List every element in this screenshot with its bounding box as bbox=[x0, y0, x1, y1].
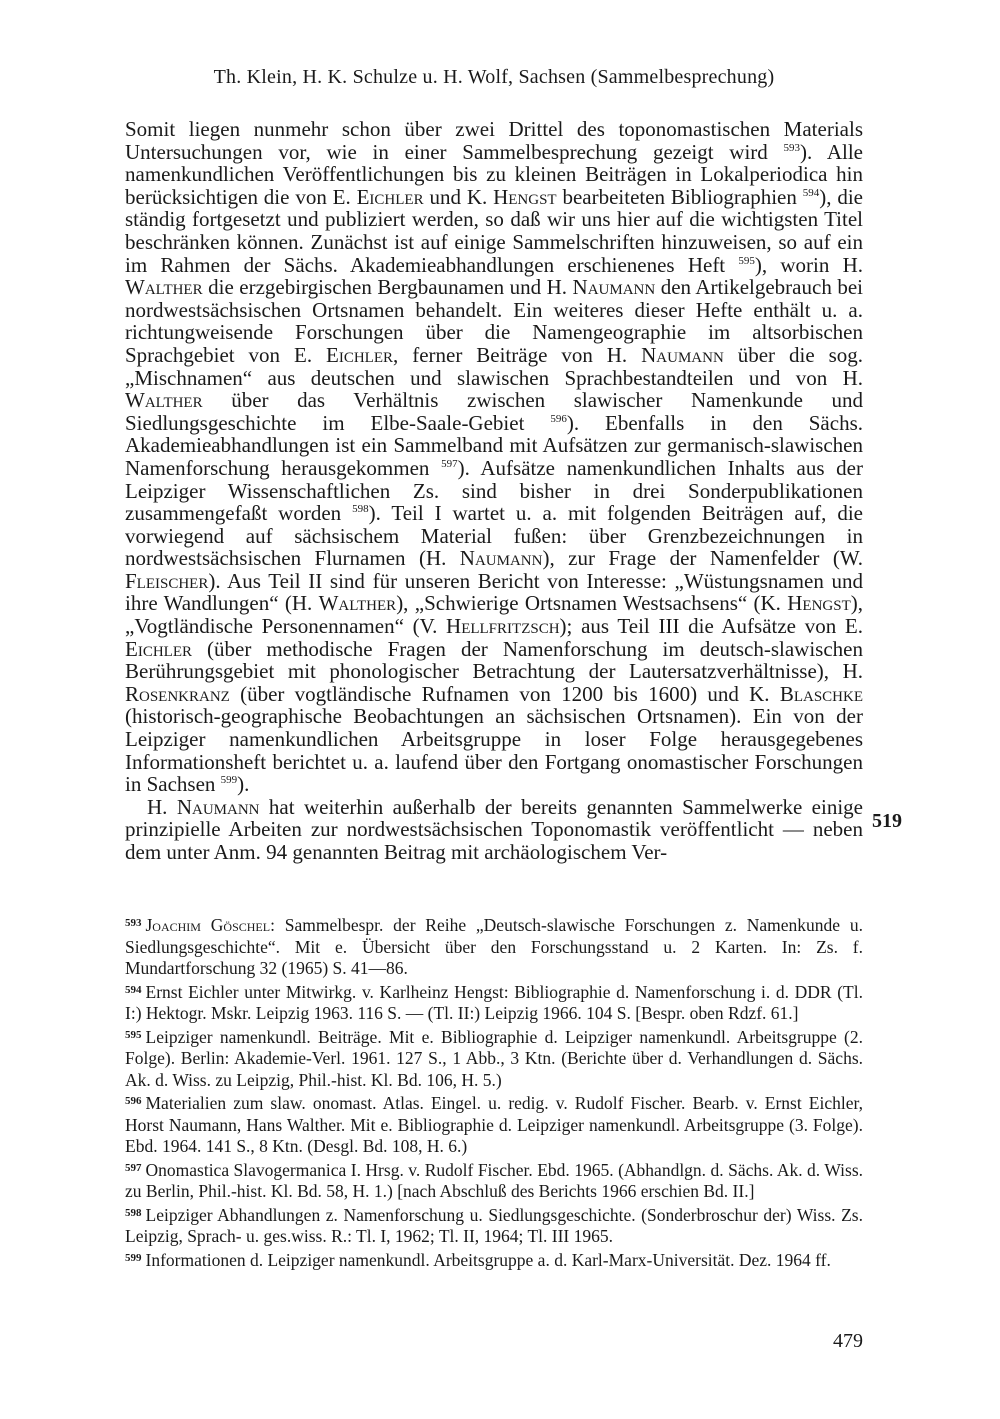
footnote-text: : Sammelbespr. der Reihe „Deutsch-slawische Forschungen z. Namenkunde u. Siedlungsgeschichte“. Mit e. Übersicht über den Forschungsstand u. 2 Karten. In: Zs. f. Mundartforschung 32 (1965) S. 41—86. bbox=[125, 915, 863, 978]
margin-number: 519 bbox=[872, 810, 902, 832]
footnote-number: 593 bbox=[125, 917, 142, 929]
text-span: ). Alle namenkundlichen Veröffentlichungen bis zu kleinen Beiträgen in Lokalperiodica hin berücksichtigen die von E. bbox=[125, 139, 863, 209]
running-head: Th. Klein, H. K. Schulze u. H. Wolf, Sachsen (Sammelbesprechung) bbox=[213, 66, 775, 88]
footnote-text: Leipziger namenkundl. Beiträge. Mit e. Bibliographie d. Leipziger namenkundl. Arbeitsgruppe (2. Folge). Berlin: Akademie-Verl. 1961. 127 S., 1 Abb., 3 Ktn. (Berichte über d. Verhandlungen d. Sächs. Ak. d. Wiss. zu Leipzig, Phil.-hist. Kl. Bd. 106, H. 5.) bbox=[125, 1026, 863, 1090]
author-name: Walther bbox=[318, 591, 397, 616]
text-span: den Artikelgebrauch bei nordwestsächsischen Ortsnamen behandelt. Ein weiteres dieser Hefte enthält u. a. richtungweisende Forschungen über die Namengeographie im altsorbischen Sprachgebiet von E. bbox=[125, 275, 863, 367]
footnote bbox=[125, 1248, 863, 1272]
text-span: ), „Schwierige Ortsnamen Westsachsens“ (K. bbox=[396, 591, 788, 616]
footnote-text: Leipziger Abhandlungen z. Namenforschung u. Siedlungsgeschichte. (Sonderbroschur der) Wiss. Zs. Leipzig, Sprach- u. ges.wiss. R.: Tl. I, 1962; Tl. II, 1964; Tl. III 1965. bbox=[125, 1204, 863, 1246]
page-number: 479 bbox=[833, 1330, 863, 1352]
author-name: Rosenkranz bbox=[125, 681, 230, 706]
author-name: Naumann bbox=[572, 275, 656, 300]
text-span: und K. bbox=[423, 184, 494, 209]
author-name: Eichler bbox=[356, 184, 424, 209]
footnote bbox=[125, 913, 863, 980]
footnote-ref-599: 599 bbox=[220, 774, 238, 787]
footnote-author: Joachim Göschel bbox=[145, 915, 271, 935]
author-name: Walther bbox=[125, 388, 203, 413]
text-span: Somit liegen nunmehr schon über zwei Drittel des toponomastischen Materials Untersuchungen vor, wie in einer Sammelbesprechung gezeigt wird bbox=[125, 117, 863, 164]
author-name: Hellfritzsch bbox=[446, 614, 560, 639]
author-name: Hengst bbox=[493, 184, 557, 209]
footnote-ref-593: 593 bbox=[783, 141, 801, 154]
text-span: ). Aus Teil II sind für unseren Bericht von Interesse: „Wüstungsnamen und ihre Wandlungen“ (H. bbox=[125, 568, 863, 616]
footnote-text: Ernst Eichler unter Mitwirkg. v. Karlheinz Hengst: Bibliographie d. Namenforschung i. d. DDR (Tl. I:) Hektogr. Mskr. Leipzig 1963. 116 S. — (Tl. II:) Leipzig 1966. 104 S. [Bespr. oben Rdzf. 61.] bbox=[125, 981, 863, 1023]
footnote bbox=[125, 980, 863, 1025]
footnote-number: 596 bbox=[125, 1095, 142, 1107]
footnote-ref-596: 596 bbox=[550, 412, 567, 425]
footnote-text: Informationen d. Leipziger namenkundl. Arbeitsgruppe a. d. Karl-Marx-Universität. Dez. 1964 ff. bbox=[145, 1249, 831, 1270]
footnote-number: 595 bbox=[125, 1028, 142, 1041]
footnote bbox=[125, 1025, 863, 1092]
footnote bbox=[125, 1203, 863, 1248]
footnote-text: Materialien zum slaw. onomast. Atlas. Eingel. u. redig. v. Rudolf Fischer. Bearb. v. Ernst Eichler, Horst Naumann, Hans Walther. Mit e. Bibliographie d. Leipziger namenkundl. Arbeitsgruppe (3. Folge). Ebd. 1964. 141 S., 8 Ktn. (Desgl. Bd. 108, H. 6.) bbox=[125, 1093, 863, 1156]
text-span: die erzgebirgischen Bergbaunamen und H. bbox=[202, 275, 573, 300]
text-span: ), die ständig fortgesetzt und publiziert werden, so daß wir uns hier auf die wichtigsten Titel beschränken können. Zunächst ist auf einige Sammelschriften hinzuweisen, so auf ein im Rahmen der Sächs. Akademieabhandlungen erschienenes Heft bbox=[125, 184, 864, 277]
author-name: Fleischer bbox=[125, 568, 209, 593]
body-text bbox=[125, 118, 863, 864]
text-span: ), worin H. bbox=[754, 252, 863, 277]
footnote-number: 594 bbox=[125, 983, 142, 996]
author-name: Naumann bbox=[641, 342, 724, 367]
footnotes bbox=[125, 913, 863, 1271]
text-span: ). Teil I wartet u. a. mit folgenden Beiträgen auf, die vorwiegend auf sächsischem Material fußen: über Grenzbezeichnungen in nordwestsächsischen Flurnamen (H. bbox=[125, 501, 863, 571]
text-span: ). bbox=[237, 772, 250, 797]
author-name: Walther bbox=[125, 275, 203, 300]
text-span: über das Verhältnis zwischen slawischer Namenkunde und Siedlungsgeschichte im Elbe-Saale-Gebiet bbox=[125, 388, 863, 435]
text-span: bearbeiteten Bibliographien bbox=[556, 184, 803, 209]
footnote bbox=[125, 1091, 863, 1158]
footnote-text: Onomastica Slavogermanica I. Hrsg. v. Rudolf Fischer. Ebd. 1965. (Abhandlgn. d. Sächs. Ak. d. Wiss. zu Berlin, Phil.-hist. Kl. Bd. 58, H. 1.) [nach Abschluß des Berichts 1966 erschien Bd. II.] bbox=[125, 1159, 863, 1201]
text-span: über die sog. „Mischnamen“ aus deutschen und slawischen Sprachbestandteilen und von H. bbox=[125, 342, 863, 390]
author-name: Naumann bbox=[459, 546, 543, 571]
text-span: , ferner Beiträge von H. bbox=[393, 342, 642, 367]
paragraph-2 bbox=[125, 796, 863, 864]
footnote-number: 597 bbox=[125, 1161, 142, 1174]
paragraph-1 bbox=[125, 118, 863, 796]
text-span: ), „Vogtländische Personennamen“ (V. bbox=[125, 591, 863, 639]
text-span: ). Aufsätze namenkundlichen Inhalts aus der Leipziger Wissenschaftlichen Zs. sind bisher in drei Sonderpublikationen zusammengefaßt worden bbox=[125, 455, 863, 526]
text-span: ); aus Teil III die Aufsätze von E. bbox=[559, 614, 863, 639]
footnote-number: 599 bbox=[125, 1251, 142, 1264]
author-name: Hengst bbox=[787, 591, 851, 616]
text-span: (historisch-geographische Beobachtungen an sächsischen Ortsnamen). Ein von der Leipziger namenkundlichen Arbeitsgruppe in loser Folge herausgegebenes Informationsheft berichtet u. a. laufend über den Fortgang onomastischer Forschungen in Sachsen bbox=[125, 704, 863, 797]
footnote-ref-598: 598 bbox=[352, 503, 369, 516]
footnote-ref-594: 594 bbox=[802, 186, 820, 199]
text-span: hat weiterhin außerhalb der bereits genannten Sammelwerke einige prinzipielle Arbeiten zur nordwestsächsischen Toponomastik veröffentlicht — neben dem unter Anm. 94 genannten Beitrag mit archäologischem Ver- bbox=[125, 794, 863, 864]
text-span: ). Ebenfalls in den Sächs. Akademieabhandlungen ist ein Sammelband mit Aufsätzen zur germanisch-slawischen Namenforschung herausgekommen bbox=[125, 410, 863, 480]
footnote bbox=[125, 1158, 863, 1203]
footnote-ref-597: 597 bbox=[441, 457, 458, 470]
footnote-number: 598 bbox=[125, 1206, 142, 1219]
author-name: Naumann bbox=[176, 794, 260, 819]
author-name: Eichler bbox=[125, 636, 192, 661]
footnote-ref-595: 595 bbox=[738, 254, 755, 267]
text-span: ), zur Frage der Namenfelder (W. bbox=[542, 546, 863, 571]
text-span: H. bbox=[147, 794, 177, 819]
text-span: (über methodische Fragen der Namenforschung im deutsch-slawischen Berührungsgebiet mit phonologischer Betrachtung der Lautersatzverhältnisse), H. bbox=[125, 636, 863, 684]
author-name: Blaschke bbox=[779, 681, 863, 706]
author-name: Eichler bbox=[326, 342, 394, 367]
text-span: (über vogtländische Rufnamen von 1200 bis 1600) und K. bbox=[229, 681, 780, 706]
